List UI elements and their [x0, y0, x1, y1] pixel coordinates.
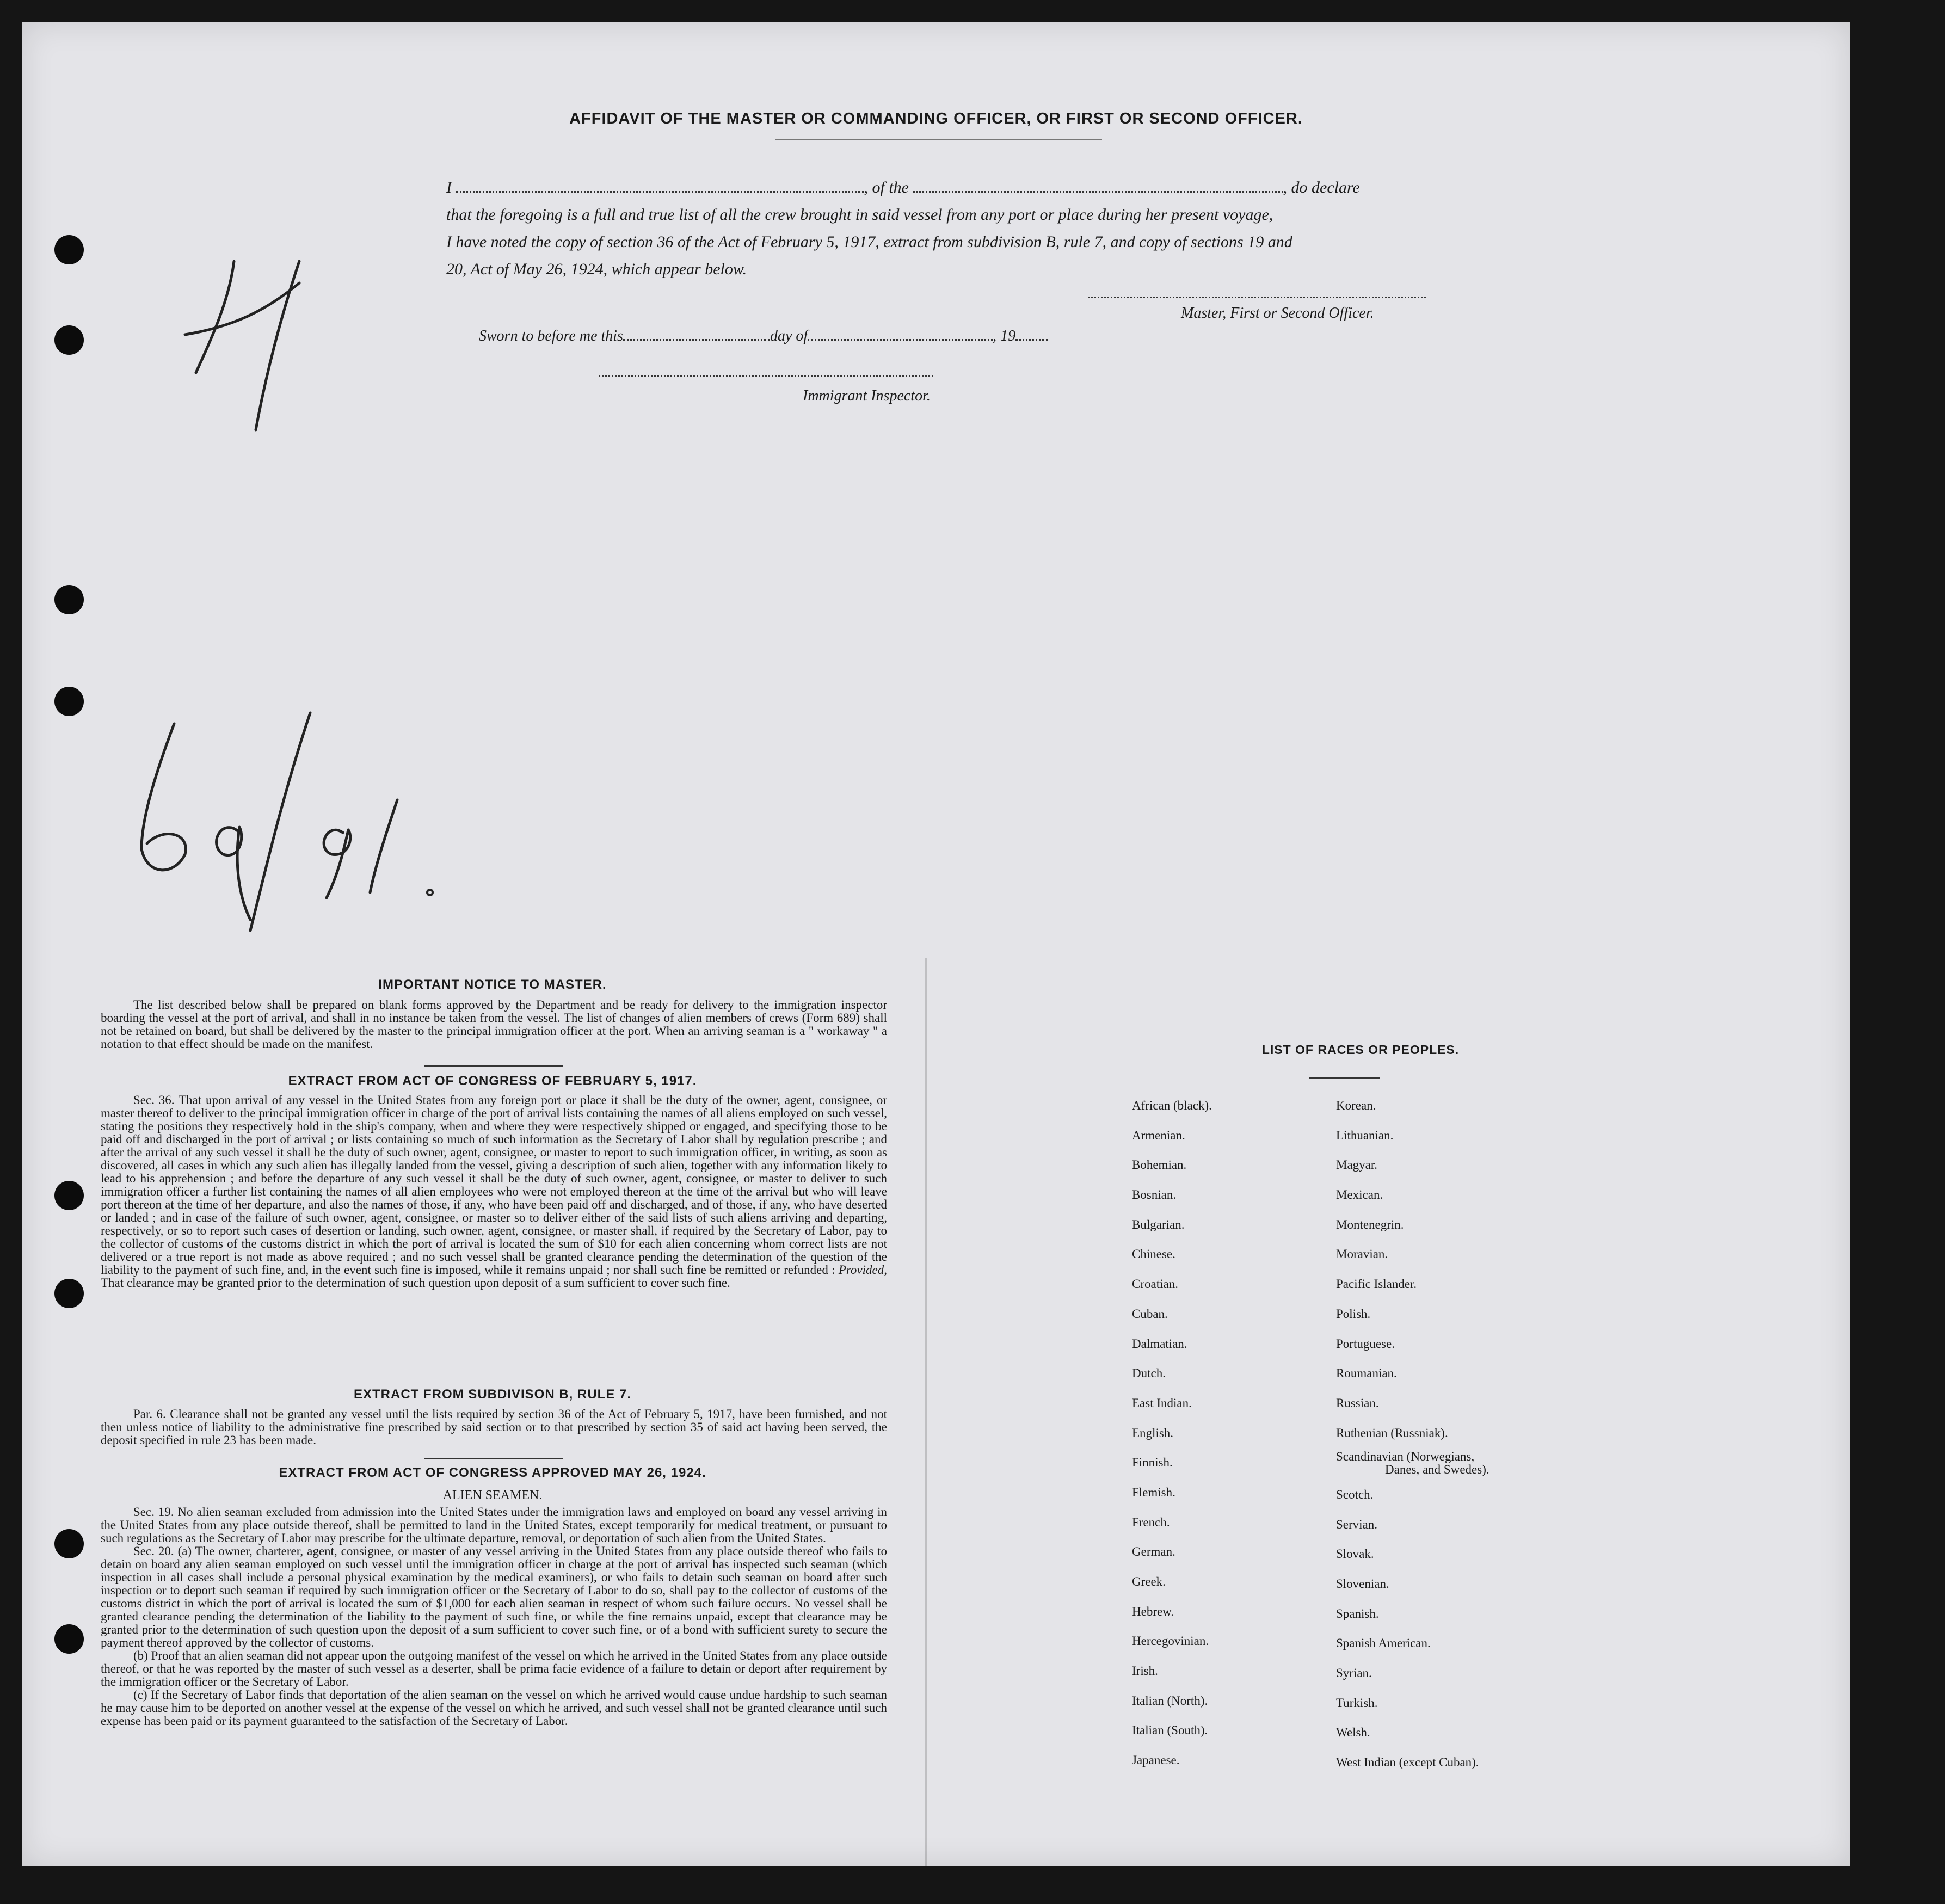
sec20c-text: (c) If the Secretary of Labor finds that deportation of the alien seaman on the vessel on which he arrived would cause undue hardship to such seaman he may cause him to be deported on another vessel at the expense of the vessel on which he arrived, and such vessel shall not be granted clearance until such expense has been paid or its payment guaranteed to the satisfaction of the Secretary of Labor.: [101, 1688, 887, 1728]
race-item: Greek.: [1132, 1575, 1166, 1588]
race-item: Scotch.: [1336, 1487, 1374, 1501]
race-item: Flemish.: [1132, 1485, 1175, 1499]
extract1-text: [101, 1094, 887, 1290]
race-item: East Indian.: [1132, 1396, 1192, 1410]
race-item: Dutch.: [1132, 1366, 1166, 1381]
race-item: Bosnian.: [1132, 1188, 1177, 1202]
sworn-line: [479, 328, 1048, 345]
affidavit-title: AFFIDAVIT OF THE MASTER OR COMMANDING OFFICER, OR FIRST OR SECOND OFFICER.: [569, 110, 1303, 127]
punch-hole: [54, 687, 84, 716]
sworn-day-of: day of: [770, 328, 808, 344]
race-item: Montenegrin.: [1336, 1217, 1404, 1231]
race-item: West Indian (except Cuban).: [1336, 1755, 1479, 1770]
race-item: Mexican.: [1336, 1188, 1383, 1202]
name-blank[interactable]: [456, 191, 864, 193]
race-item: Turkish.: [1336, 1696, 1378, 1710]
race-item: Welsh.: [1336, 1726, 1370, 1740]
race-item: Spanish.: [1336, 1606, 1379, 1620]
extract1-body: Sec. 36. That upon arrival of any vessel in the United States from any foreign port or place it shall be the duty of the owner, agent, consignee, or master thereof to deliver to the principal immigration officer in charge of the port of arrival lists containing the names of all aliens employed on such vessel, stating the positions they respectively hold in the ship's company, when and where they were respectively shipped or engaged, and specifying those to be paid off and discharged in the port of arrival ; or lists containing so much of such information as the Secretary of Labor shall by regulation prescribe ; and after the arrival of any such vessel it shall be the duty of such owner, agent, consignee, or master to report to such immigration officer, in writing, as soon as discovered, all cases in which any such alien has illegally landed from the vessel, giving a description of such alien, together with any information likely to lead to his apprehension ; and before the departure of any such vessel it shall be the duty of such owner, agent, consignee, or master to deliver to such immigration officer a further list containing the names of all alien employees who were not employed thereon at the time of the arrival but who will leave port thereon at the time of her departure, and also the names of those, if any, who have been paid off and discharged, and of those, if any, who have deserted or landed ; and in case of the failure of such owner, agent, consignee, or master so to deliver either of the said lists of such aliens arriving and departing, respectively, or so to report such cases of desertion or landing, such owner, agent, consignee, or master shall, if required by the Secretary of Labor, pay to the collector of customs of the customs district in which the port of arrival is located the sum of $10 for each alien concerning whom correct lists are not delivered or a true report is not made as above required ; and no such vessel shall be granted clearance pending the determination of the question of the liability to the payment of such fine, and, in the event such fine is imposed, while it remains unpaid ; nor shall such fine be remitted or refunded :: [101, 1093, 887, 1277]
extract1-provided: Provided,: [838, 1263, 887, 1277]
extract3-subtitle: ALIEN SEAMEN.: [442, 1488, 543, 1502]
punch-hole: [54, 1181, 84, 1210]
race-item: Armenian.: [1132, 1128, 1185, 1142]
race-item: Servian.: [1336, 1517, 1378, 1531]
race-item: Slovak.: [1336, 1547, 1374, 1561]
race-item-continuation: Danes, and Swedes).: [1385, 1463, 1489, 1477]
extract2-text: Par. 6. Clearance shall not be granted any vessel until the lists required by section 36 of the Act of February 5, 1917, have been furnished, and not then unless notice of liability to the administrative fine prescribed by said section or to that prescribed by section 35 of said act having been served, the deposit specified in rule 23 has been made.: [101, 1407, 887, 1447]
vessel-blank[interactable]: [913, 191, 1283, 193]
race-item: Bohemian.: [1132, 1158, 1187, 1172]
divider: [1309, 1077, 1380, 1079]
race-item: Slovenian.: [1336, 1577, 1389, 1591]
race-item: Scandinavian (Norwegians,: [1336, 1450, 1475, 1464]
sec19-text: Sec. 19. No alien seaman excluded from admission into the United States under the immigration laws and employed on board any vessel arriving in the United States from any place outside thereof, shall be permitted to land in the United States, except temporarily for medical treatment, or pursuant to such regulations as the Secretary of Labor may prescribe for the ultimate departure, removal, or deportation of such alien from the United States.: [101, 1505, 887, 1545]
affidavit-line3: I have noted the copy of section 36 of the Act of February 5, 1917, extract from subdivision B, rule 7, and copy of sections 19 and: [446, 233, 1292, 251]
race-item: Cuban.: [1132, 1307, 1168, 1321]
punch-hole: [54, 235, 84, 264]
race-item: Portuguese.: [1336, 1336, 1395, 1351]
affidavit-i: I: [446, 178, 452, 196]
races-left-column: [1132, 1091, 1212, 1776]
race-item: Croatian.: [1132, 1277, 1178, 1291]
sworn-day-blank[interactable]: [623, 339, 770, 341]
race-item: Bulgarian.: [1132, 1217, 1185, 1231]
handwritten-number: [103, 691, 484, 952]
race-item: African (black).: [1132, 1099, 1212, 1112]
race-item: Spanish American.: [1336, 1636, 1431, 1650]
sworn-prefix: Sworn to before me this: [479, 328, 623, 344]
sworn-month-blank[interactable]: [808, 339, 993, 341]
race-item: Polish.: [1336, 1307, 1371, 1321]
race-item: Japanese.: [1132, 1753, 1180, 1767]
race-item: Roumanian.: [1336, 1366, 1397, 1381]
race-item: Moravian.: [1336, 1247, 1388, 1261]
affidavit-of-the: , of the: [864, 178, 909, 196]
divider: [424, 1458, 563, 1459]
race-item-scandinavian: [1336, 1448, 1489, 1480]
master-signature-line[interactable]: [1088, 297, 1426, 298]
inspector-label: Immigrant Inspector.: [803, 387, 931, 404]
extract3-title: EXTRACT FROM ACT OF CONGRESS APPROVED MAY 26, 1924.: [279, 1465, 706, 1480]
race-item: Finnish.: [1132, 1456, 1173, 1470]
notice-text: The list described below shall be prepared on blank forms approved by the Department and be ready for delivery to the immigration inspector boarding the vessel at the port of arrival, and shall in no instance be taken from the vessel. The list of changes of alien members of crews (Form 689) shall not be retained on board, but shall be delivered by the master to the principal immigration officer at the port. When an arriving seaman is a " workaway " a notation to that effect should be made on the manifest.: [101, 998, 887, 1051]
punch-hole: [54, 1279, 84, 1308]
punch-hole: [54, 1529, 84, 1558]
punch-hole: [54, 1624, 84, 1654]
punch-hole: [54, 585, 84, 614]
extract2-title: EXTRACT FROM SUBDIVISON B, RULE 7.: [353, 1387, 632, 1402]
race-item: Hebrew.: [1132, 1604, 1174, 1618]
title-underline: [775, 139, 1102, 140]
fold-line: [925, 958, 927, 1866]
sworn-year-blank[interactable]: [1015, 339, 1048, 341]
extract3-sections: [101, 1506, 887, 1728]
race-item: Lithuanian.: [1336, 1128, 1394, 1142]
affidavit-do-declare: , do declare: [1283, 178, 1360, 196]
race-item: English.: [1132, 1426, 1174, 1440]
race-item: Ruthenian (Russniak).: [1336, 1426, 1448, 1440]
affidavit-line2: that the foregoing is a full and true list of all the crew brought in said vessel from any port or place during her present voyage,: [446, 206, 1273, 224]
document-sheet: [22, 22, 1850, 1866]
extract1-body-end: That clearance may be granted prior to the determination of such question upon deposit of a sum sufficient to cover such fine.: [101, 1276, 730, 1290]
race-item: Magyar.: [1336, 1158, 1378, 1172]
handwritten-mark-top: [174, 223, 337, 452]
race-item: French.: [1132, 1515, 1170, 1529]
race-item: Dalmatian.: [1132, 1336, 1187, 1351]
races-title: LIST OF RACES OR PEOPLES.: [1261, 1043, 1460, 1057]
races-right-column: [1336, 1091, 1489, 1778]
affidavit-declaration: [446, 174, 1448, 283]
race-item: Chinese.: [1132, 1247, 1175, 1261]
race-item: German.: [1132, 1545, 1175, 1559]
race-item: Syrian.: [1336, 1666, 1372, 1680]
master-label: Master, First or Second Officer.: [1181, 305, 1374, 322]
sec20b-text: (b) Proof that an alien seaman did not appear upon the outgoing manifest of the vessel on which he arrived in the United States from any place outside thereof, or that he was reported by the master of such vessel as a deserter, shall be prima facie evidence of a failure to detain or deport after requirement by the immigration officer or the Secretary of Labor.: [101, 1649, 887, 1689]
race-item: Korean.: [1336, 1099, 1376, 1112]
inspector-signature-line[interactable]: [599, 375, 933, 377]
divider: [424, 1065, 563, 1067]
punch-hole: [54, 325, 84, 355]
sworn-year: , 19: [993, 328, 1016, 344]
affidavit-line4: 20, Act of May 26, 1924, which appear below.: [446, 260, 747, 278]
notice-title: IMPORTANT NOTICE TO MASTER.: [378, 977, 607, 992]
race-item: Hercegovinian.: [1132, 1634, 1209, 1648]
extract1-title: EXTRACT FROM ACT OF CONGRESS OF FEBRUARY 5, 1917.: [288, 1074, 697, 1088]
race-item: Irish.: [1132, 1664, 1158, 1678]
race-item: Russian.: [1336, 1396, 1379, 1410]
sec20a-text: Sec. 20. (a) The owner, charterer, agent, consignee, or master of any vessel arriving in the United States from any place outside thereof who fails to detain on board any alien seaman employed on such vessel until the immigration officer in charge at the port of arrival has inspected such seaman (which inspection in all cases shall include a personal physical examination by the medical examiners), or who fails to detain such seaman on board after such inspection or to deport such seaman if required by such immigration officer or the Secretary of Labor to do so, shall pay to the collector of customs of the customs district in which the port of arrival is located the sum of $1,000 for each alien seaman in respect of whom such failure occurs. No vessel shall be granted clearance pending the determination of the liability to the payment of such fine, or while the fine remains unpaid, except that clearance may be granted prior to the determination of such question upon the deposit of a sum sufficient to cover such fine, or of a bond with sufficient surety to secure the payment thereof approved by the collector of customs.: [101, 1544, 887, 1649]
race-item: Italian (North).: [1132, 1693, 1208, 1708]
race-item: Pacific Islander.: [1336, 1277, 1417, 1291]
race-item: Italian (South).: [1132, 1723, 1208, 1737]
